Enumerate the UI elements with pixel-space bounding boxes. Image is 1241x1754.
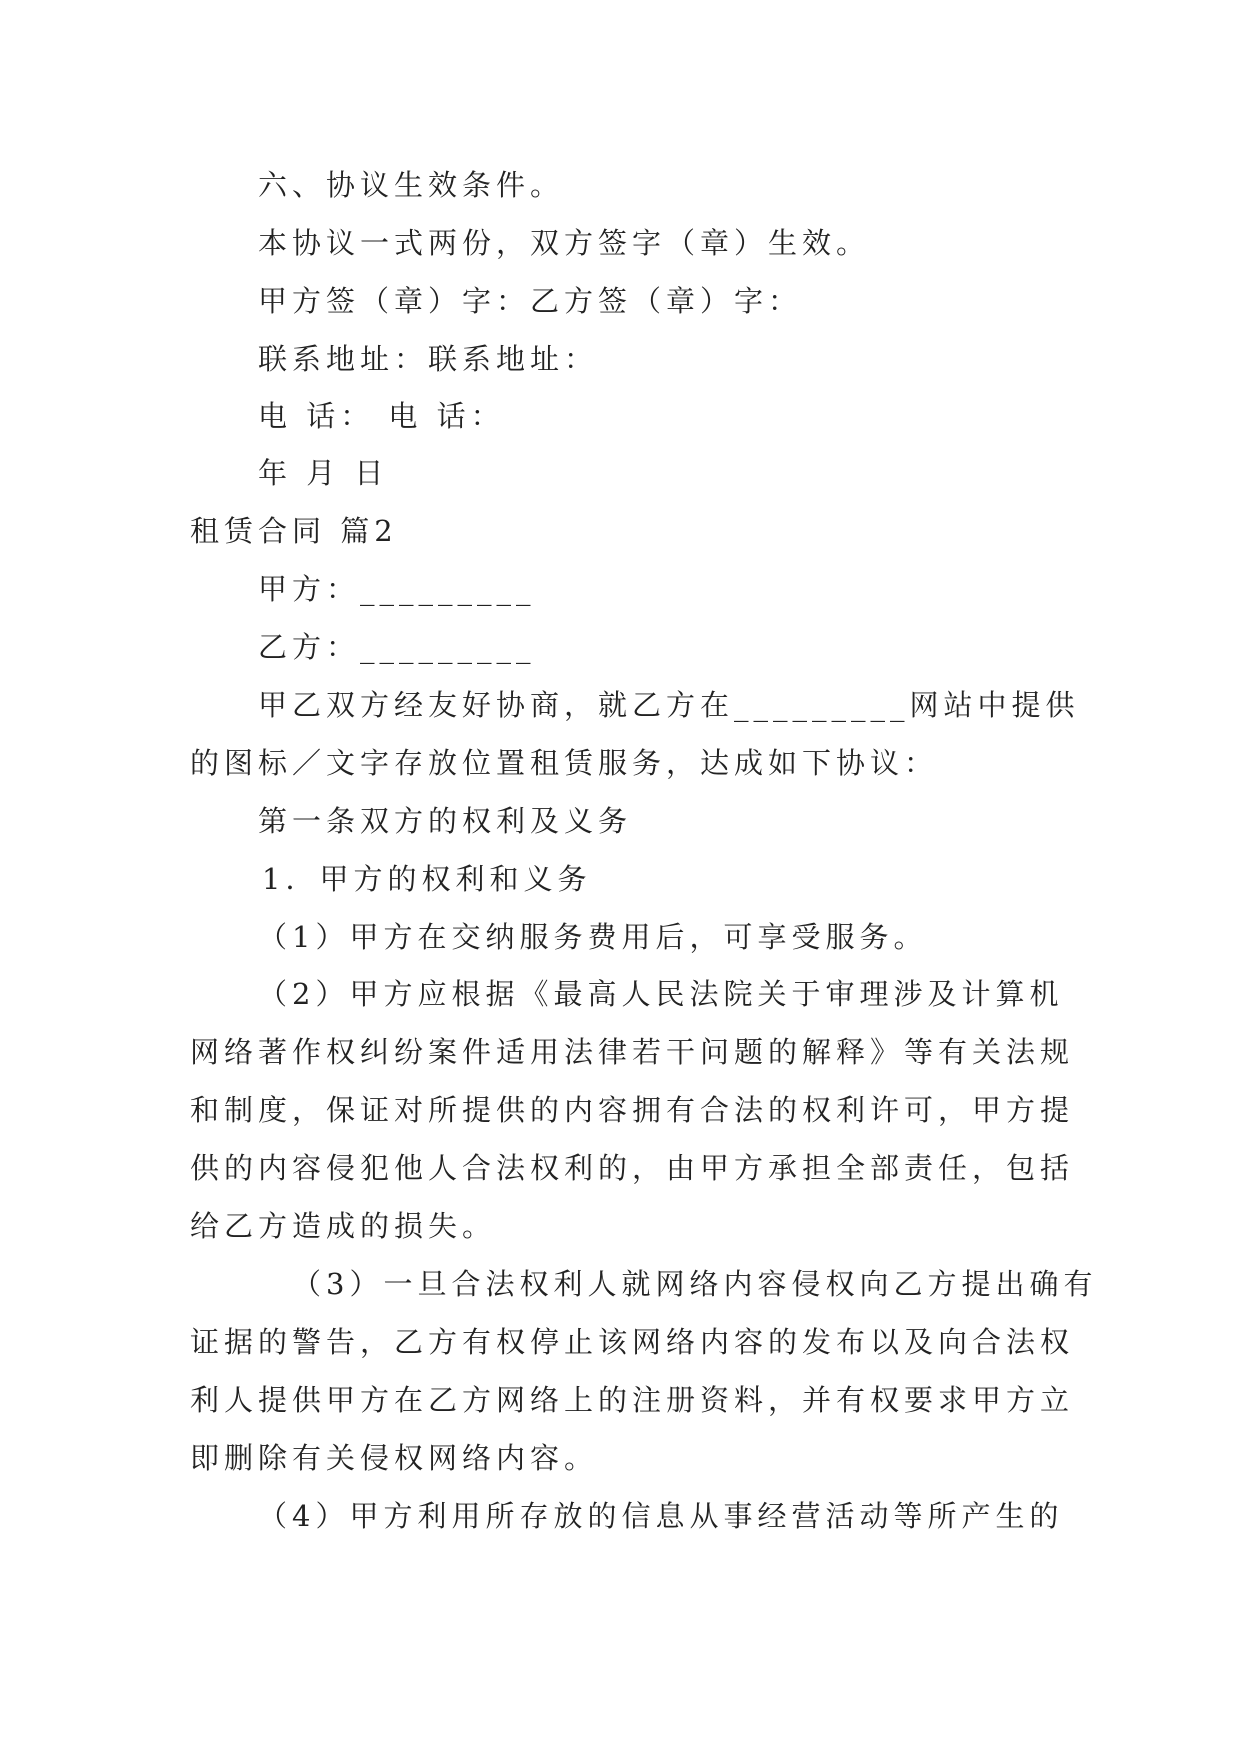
subsection-party-a-rights: 1．甲方的权利和义务 (262, 862, 592, 896)
paragraph-copies: 本协议一式两份，双方签字（章）生效。 (258, 226, 871, 260)
clause-1: （1）甲方在交纳服务费用后，可享受服务。 (258, 920, 928, 954)
clause-2-line-2: 网络著作权纠纷案件适用法律若干问题的解释》等有关法规 (190, 1035, 1075, 1069)
paragraph-intro-line-2: 的图标／文字存放位置租赁服务，达成如下协议： (190, 746, 939, 780)
contract-title: 租赁合同 篇2 (190, 514, 398, 548)
party-a-line: 甲方：_________ (258, 572, 536, 606)
clause-3-line-4: 即删除有关侵权网络内容。 (190, 1441, 599, 1475)
clause-3-line-3: 利人提供甲方在乙方网络上的注册资料，并有权要求甲方立 (190, 1383, 1075, 1417)
clause-2-line-1: （2）甲方应根据《最高人民法院关于审理涉及计算机 (258, 977, 1064, 1011)
article-one-heading: 第一条双方的权利及义务 (258, 804, 633, 838)
clause-2-line-4: 供的内容侵犯他人合法权利的，由甲方承担全部责任，包括 (190, 1151, 1075, 1185)
party-b-line: 乙方：_________ (258, 630, 536, 664)
signature-line: 甲方签（章）字：乙方签（章）字： (258, 284, 803, 318)
address-line: 联系地址：联系地址： (258, 342, 599, 376)
clause-3-line-2: 证据的警告，乙方有权停止该网络内容的发布以及向合法权 (190, 1325, 1075, 1359)
section-heading-effective-conditions: 六、协议生效条件。 (258, 168, 565, 202)
phone-line: 电 话： 电 话： (258, 399, 505, 433)
clause-2-line-3: 和制度，保证对所提供的内容拥有合法的权利许可，甲方提 (190, 1093, 1075, 1127)
paragraph-intro-line-1: 甲乙双方经友好协商，就乙方在_________网站中提供 (258, 688, 1080, 722)
clause-4-line-1: （4）甲方利用所存放的信息从事经营活动等所产生的 (258, 1499, 1064, 1533)
clause-3-line-1: （3）一旦合法权利人就网络内容侵权向乙方提出确有 (292, 1267, 1098, 1301)
date-line: 年 月 日 (258, 456, 389, 490)
clause-2-line-5: 给乙方造成的损失。 (190, 1209, 497, 1243)
